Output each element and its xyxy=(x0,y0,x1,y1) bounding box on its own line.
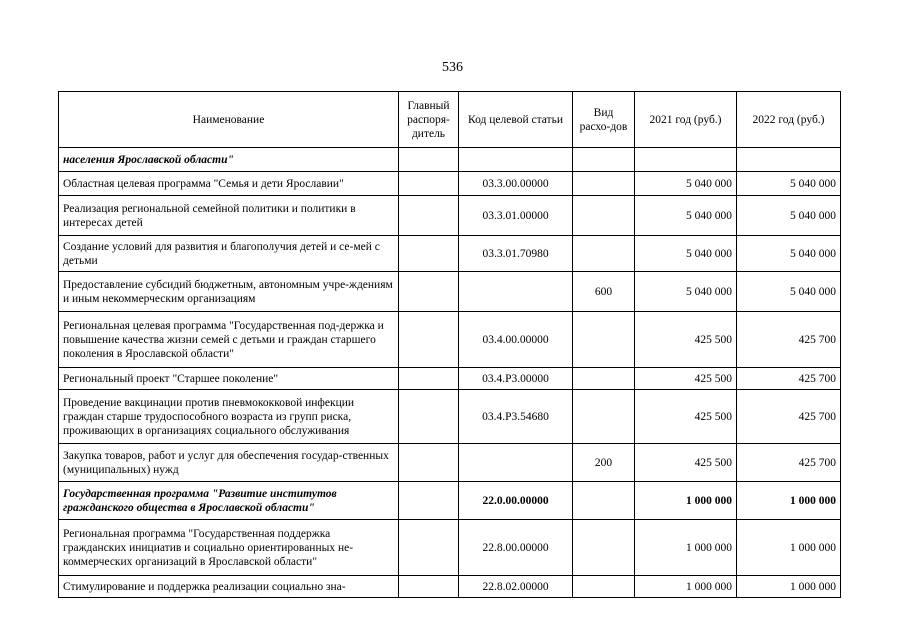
table-row xyxy=(59,196,841,236)
cell-name: Областная целевая программа "Семья и дети Ярославии" xyxy=(59,172,399,196)
cell-2021: 425 500 xyxy=(635,312,737,368)
cell-code: 03.3.01.00000 xyxy=(459,196,573,236)
cell-admin xyxy=(399,196,459,236)
cell-code: 22.0.00.00000 xyxy=(459,482,573,520)
header-type: Вид расхо-дов xyxy=(573,92,635,148)
table-row xyxy=(59,368,841,390)
cell-2021 xyxy=(635,148,737,172)
table-row xyxy=(59,312,841,368)
cell-2021: 425 500 xyxy=(635,368,737,390)
table-row xyxy=(59,272,841,312)
cell-code: 03.3.01.70980 xyxy=(459,236,573,272)
cell-name: Государственная программа "Развитие институтов гражданского общества в Ярославской области" xyxy=(59,482,399,520)
cell-code xyxy=(459,272,573,312)
cell-type xyxy=(573,390,635,444)
cell-name: Региональная целевая программа "Государственная под-держка и повышение качества жизни семей с детьми и граждан старшего поколения в Ярославской области" xyxy=(59,312,399,368)
cell-2022: 5 040 000 xyxy=(737,236,841,272)
cell-name: Стимулирование и поддержка реализации социально зна- xyxy=(59,576,399,598)
cell-code: 03.4.00.00000 xyxy=(459,312,573,368)
table-row xyxy=(59,390,841,444)
cell-2021: 1 000 000 xyxy=(635,576,737,598)
cell-2021: 425 500 xyxy=(635,390,737,444)
page-number: 536 xyxy=(442,60,463,75)
cell-admin xyxy=(399,272,459,312)
cell-2021: 1 000 000 xyxy=(635,520,737,576)
cell-type xyxy=(573,148,635,172)
cell-admin xyxy=(399,520,459,576)
cell-2021: 1 000 000 xyxy=(635,482,737,520)
cell-2022: 425 700 xyxy=(737,390,841,444)
cell-2022: 425 700 xyxy=(737,444,841,482)
cell-admin xyxy=(399,172,459,196)
table-row xyxy=(59,172,841,196)
cell-type: 600 xyxy=(573,272,635,312)
cell-2021: 5 040 000 xyxy=(635,272,737,312)
cell-type xyxy=(573,236,635,272)
cell-2021: 425 500 xyxy=(635,444,737,482)
cell-admin xyxy=(399,390,459,444)
cell-type xyxy=(573,576,635,598)
cell-name: Региональный проект "Старшее поколение" xyxy=(59,368,399,390)
cell-name: Закупка товаров, работ и услуг для обеспечения государ-ственных (муниципальных) нужд xyxy=(59,444,399,482)
table-header-row xyxy=(59,92,841,148)
cell-admin xyxy=(399,444,459,482)
cell-admin xyxy=(399,576,459,598)
cell-code xyxy=(459,444,573,482)
cell-2022: 1 000 000 xyxy=(737,520,841,576)
cell-type xyxy=(573,520,635,576)
cell-2021: 5 040 000 xyxy=(635,172,737,196)
table-row xyxy=(59,520,841,576)
cell-name: Предоставление субсидий бюджетным, автономным учре-ждениям и иным некоммерческим организациям xyxy=(59,272,399,312)
table-row xyxy=(59,482,841,520)
header-admin: Главный распоря-дитель xyxy=(399,92,459,148)
cell-2021: 5 040 000 xyxy=(635,236,737,272)
cell-admin xyxy=(399,368,459,390)
table-row xyxy=(59,576,841,598)
table-row xyxy=(59,236,841,272)
cell-code xyxy=(459,148,573,172)
cell-name: Создание условий для развития и благополучия детей и се-мей с детьми xyxy=(59,236,399,272)
cell-name: Региональная программа "Государственная поддержка гражданских инициатив и социально ориентированных не-коммерческих организаций в Ярославской области" xyxy=(59,520,399,576)
cell-2021: 5 040 000 xyxy=(635,196,737,236)
cell-code: 03.4.P3.00000 xyxy=(459,368,573,390)
header-name: Наименование xyxy=(59,92,399,148)
cell-code: 22.8.00.00000 xyxy=(459,520,573,576)
cell-2022: 5 040 000 xyxy=(737,272,841,312)
cell-2022: 5 040 000 xyxy=(737,172,841,196)
budget-table xyxy=(58,91,841,598)
cell-admin xyxy=(399,312,459,368)
cell-type xyxy=(573,312,635,368)
cell-2022: 1 000 000 xyxy=(737,482,841,520)
cell-code: 03.3.00.00000 xyxy=(459,172,573,196)
table-row xyxy=(59,148,841,172)
cell-type: 200 xyxy=(573,444,635,482)
header-2022: 2022 год (руб.) xyxy=(737,92,841,148)
cell-code: 22.8.02.00000 xyxy=(459,576,573,598)
header-code: Код целевой статьи xyxy=(459,92,573,148)
cell-admin xyxy=(399,148,459,172)
cell-2022: 425 700 xyxy=(737,312,841,368)
table-row xyxy=(59,444,841,482)
cell-2022 xyxy=(737,148,841,172)
cell-type xyxy=(573,482,635,520)
cell-name: Проведение вакцинации против пневмококковой инфекции граждан старше трудоспособного возраста из групп риска, проживающих в организациях социального обслуживания xyxy=(59,390,399,444)
cell-type xyxy=(573,196,635,236)
cell-name: населения Ярославской области" xyxy=(59,148,399,172)
cell-name: Реализация региональной семейной политики и политики в интересах детей xyxy=(59,196,399,236)
cell-type xyxy=(573,172,635,196)
cell-code: 03.4.P3.54680 xyxy=(459,390,573,444)
cell-admin xyxy=(399,482,459,520)
cell-2022: 425 700 xyxy=(737,368,841,390)
cell-2022: 5 040 000 xyxy=(737,196,841,236)
cell-admin xyxy=(399,236,459,272)
cell-2022: 1 000 000 xyxy=(737,576,841,598)
header-2021: 2021 год (руб.) xyxy=(635,92,737,148)
cell-type xyxy=(573,368,635,390)
